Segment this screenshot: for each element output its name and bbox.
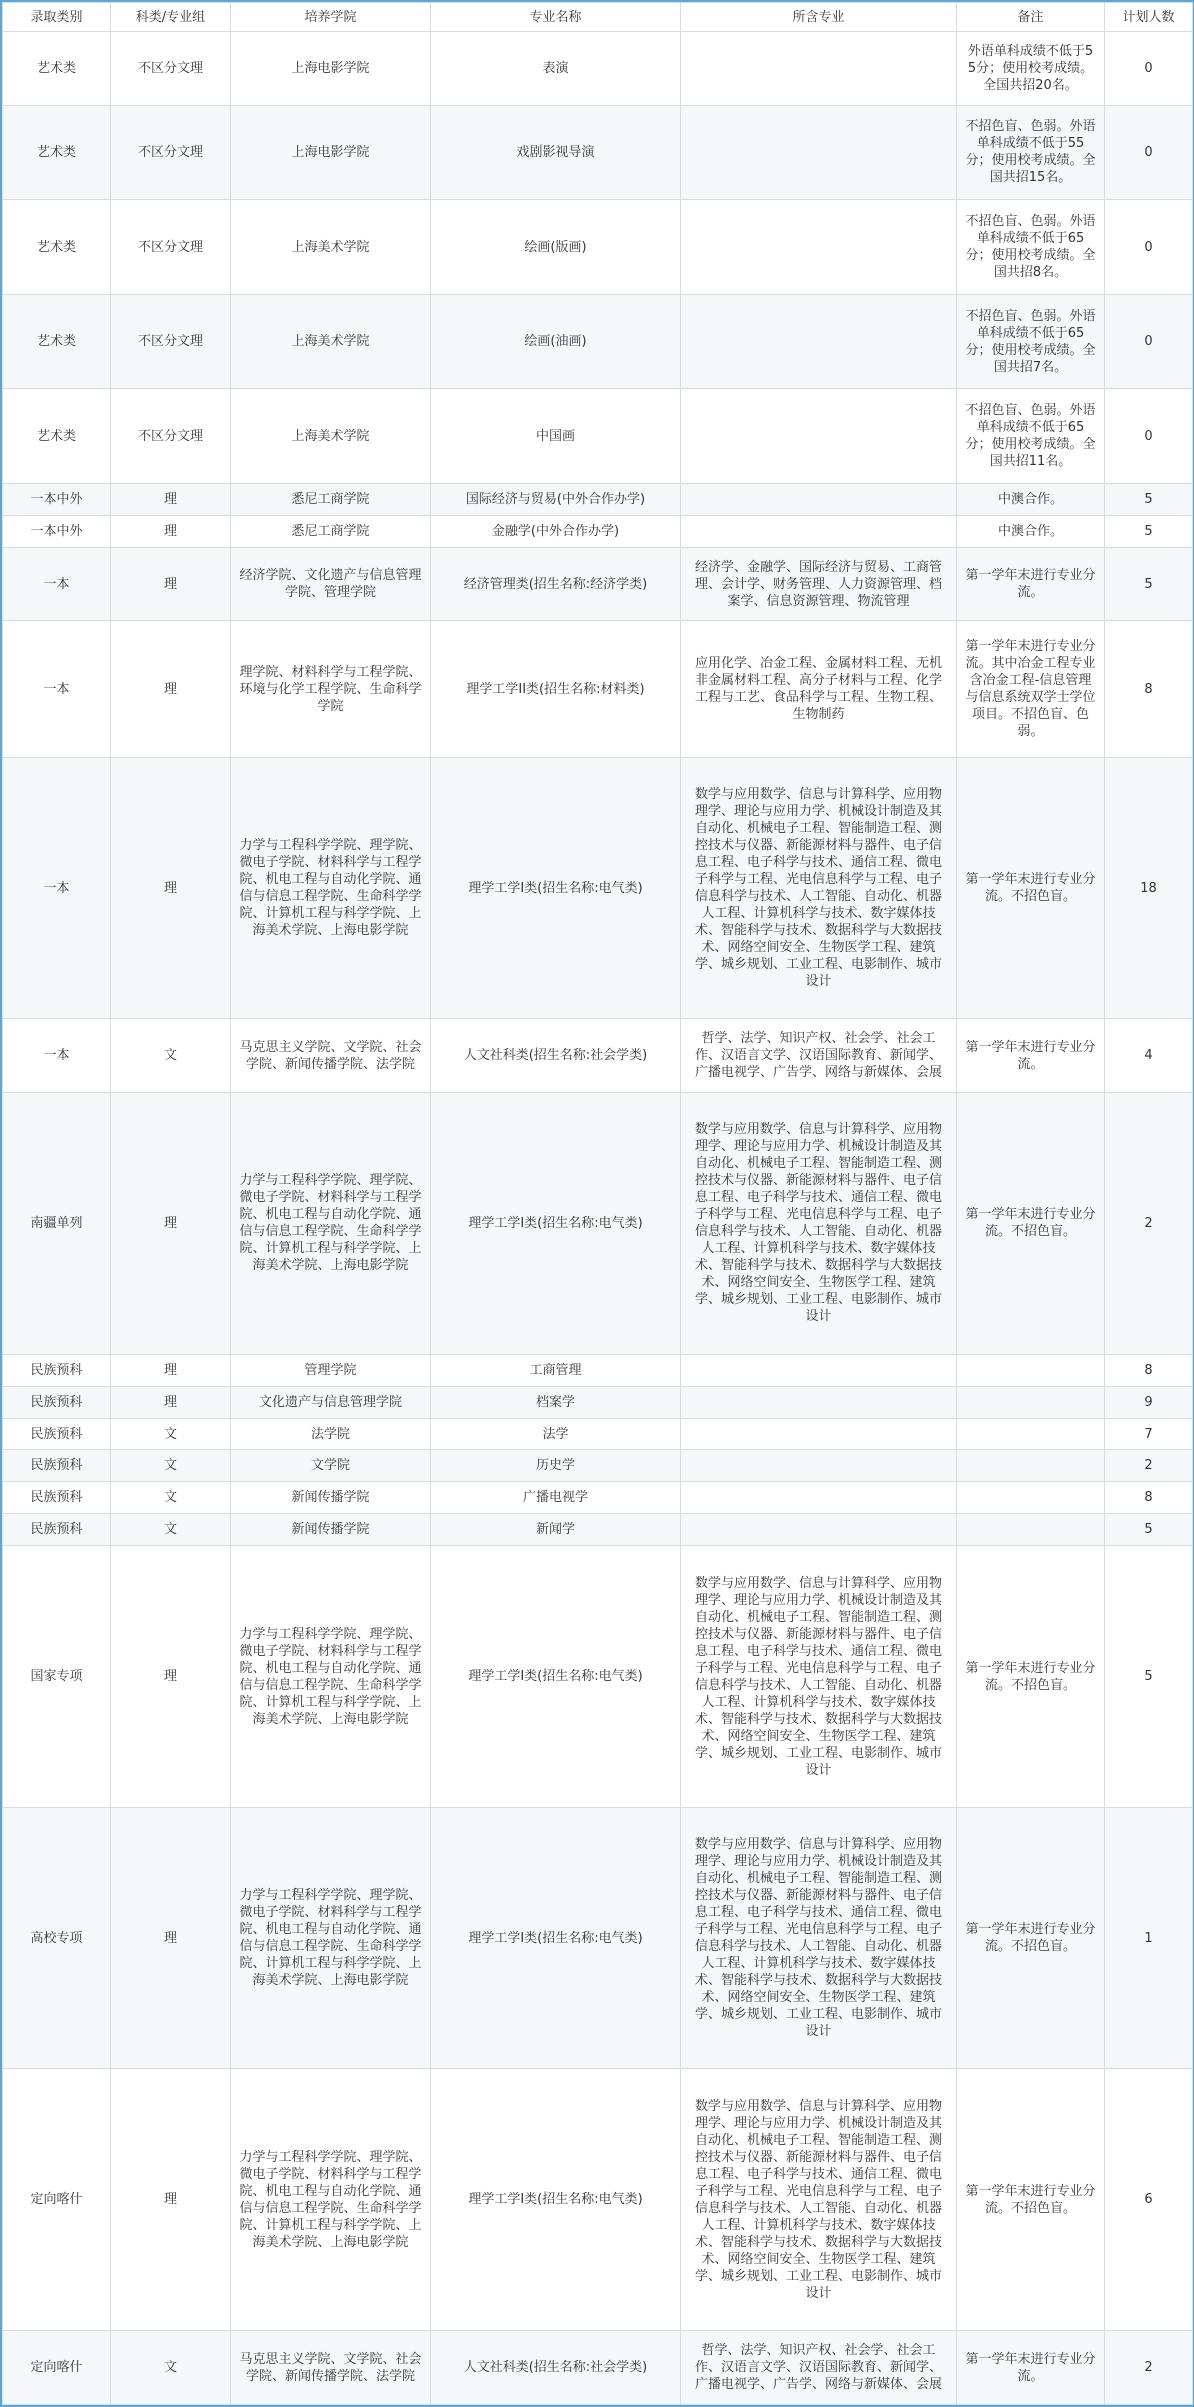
cell-included-majors — [681, 1386, 957, 1418]
cell-category: 民族预科 — [3, 1450, 111, 1482]
table-row — [3, 294, 1193, 389]
cell-college: 上海美术学院 — [231, 389, 431, 484]
cell-remarks: 中澳合作。 — [957, 483, 1105, 515]
cell-college: 新闻传播学院 — [231, 1514, 431, 1546]
cell-college: 上海美术学院 — [231, 294, 431, 389]
cell-subject-group: 文 — [111, 1019, 231, 1093]
cell-remarks — [957, 1354, 1105, 1386]
cell-major-name: 经济管理类(招生名称:经济学类) — [431, 547, 681, 621]
cell-major-name: 人文社科类(招生名称:社会学类) — [431, 2331, 681, 2405]
cell-subject-group: 理 — [111, 757, 231, 1019]
cell-major-name: 理学工学II类(招生名称:材料类) — [431, 621, 681, 757]
cell-included-majors — [681, 483, 957, 515]
cell-included-majors: 数学与应用数学、信息与计算科学、应用物理学、理论与应用力学、机械设计制造及其自动化、机械电子工程、智能制造工程、测控技术与仪器、新能源材料与器件、电子信息工程、电子科学与技术、通信工程、微电子科学与工程、光电信息科学与工程、电子信息科学与技术、人工智能、自动化、机器人工程、计算机科学与技术、数字媒体技术、智能科学与技术、数据科学与大数据技术、网络空间安全、生物医学工程、建筑学、城乡规划、工业工程、电影制作、城市设计 — [681, 1807, 957, 2069]
cell-included-majors — [681, 1482, 957, 1514]
cell-included-majors — [681, 515, 957, 547]
cell-subject-group: 理 — [111, 1354, 231, 1386]
cell-category: 民族预科 — [3, 1482, 111, 1514]
cell-plan-count: 5 — [1105, 1514, 1193, 1546]
cell-major-name: 绘画(版画) — [431, 200, 681, 295]
cell-subject-group: 文 — [111, 1418, 231, 1450]
cell-college: 力学与工程科学学院、理学院、微电子学院、材料科学与工程学院、机电工程与自动化学院、通信与信息工程学院、生命科学学院、计算机工程与科学学院、上海美术学院、上海电影学院 — [231, 1546, 431, 1808]
cell-subject-group: 理 — [111, 547, 231, 621]
cell-category: 一本 — [3, 547, 111, 621]
cell-category: 一本 — [3, 621, 111, 757]
cell-category: 一本中外 — [3, 515, 111, 547]
cell-plan-count: 7 — [1105, 1418, 1193, 1450]
cell-category: 民族预科 — [3, 1418, 111, 1450]
cell-included-majors — [681, 389, 957, 484]
cell-plan-count: 8 — [1105, 621, 1193, 757]
table-row — [3, 1450, 1193, 1482]
cell-included-majors: 数学与应用数学、信息与计算科学、应用物理学、理论与应用力学、机械设计制造及其自动化、机械电子工程、智能制造工程、测控技术与仪器、新能源材料与器件、电子信息工程、电子科学与技术、通信工程、微电子科学与工程、光电信息科学与工程、电子信息科学与技术、人工智能、自动化、机器人工程、计算机科学与技术、数字媒体技术、智能科学与技术、数据科学与大数据技术、网络空间安全、生物医学工程、建筑学、城乡规划、工业工程、电影制作、城市设计 — [681, 757, 957, 1019]
cell-category: 艺术类 — [3, 294, 111, 389]
cell-plan-count: 0 — [1105, 105, 1193, 200]
cell-category: 民族预科 — [3, 1354, 111, 1386]
cell-major-name: 中国画 — [431, 389, 681, 484]
table-row — [3, 2331, 1193, 2405]
cell-plan-count: 8 — [1105, 1482, 1193, 1514]
table-row — [3, 1807, 1193, 2069]
cell-college: 新闻传播学院 — [231, 1482, 431, 1514]
cell-college: 经济学院、文化遗产与信息管理学院、管理学院 — [231, 547, 431, 621]
table-row — [3, 105, 1193, 200]
cell-plan-count: 4 — [1105, 1019, 1193, 1093]
header-major-name: 专业名称 — [431, 3, 681, 32]
cell-plan-count: 6 — [1105, 2069, 1193, 2331]
cell-remarks: 不招色盲、色弱。外语单科成绩不低于65分；使用校考成绩。全国共招11名。 — [957, 389, 1105, 484]
cell-remarks: 不招色盲、色弱。外语单科成绩不低于55分；使用校考成绩。全国共招15名。 — [957, 105, 1105, 200]
cell-category: 定向喀什 — [3, 2331, 111, 2405]
cell-category: 国家专项 — [3, 1546, 111, 1808]
cell-major-name: 理学工学I类(招生名称:电气类) — [431, 1807, 681, 2069]
cell-category: 南疆单列 — [3, 1093, 111, 1355]
cell-plan-count: 2 — [1105, 2331, 1193, 2405]
cell-subject-group: 不区分文理 — [111, 32, 231, 106]
cell-remarks: 不招色盲、色弱。外语单科成绩不低于65分；使用校考成绩。全国共招8名。 — [957, 200, 1105, 295]
cell-included-majors — [681, 1450, 957, 1482]
table-row — [3, 621, 1193, 757]
table-row — [3, 32, 1193, 106]
cell-subject-group: 理 — [111, 1386, 231, 1418]
cell-category: 一本 — [3, 757, 111, 1019]
cell-college: 文学院 — [231, 1450, 431, 1482]
cell-major-name: 绘画(油画) — [431, 294, 681, 389]
cell-college: 马克思主义学院、文学院、社会学院、新闻传播学院、法学院 — [231, 1019, 431, 1093]
cell-remarks — [957, 1386, 1105, 1418]
cell-included-majors — [681, 1354, 957, 1386]
cell-remarks: 第一学年末进行专业分流。不招色盲。 — [957, 1093, 1105, 1355]
cell-plan-count: 5 — [1105, 1546, 1193, 1808]
cell-category: 艺术类 — [3, 200, 111, 295]
cell-remarks — [957, 1482, 1105, 1514]
table-row — [3, 757, 1193, 1019]
table-row — [3, 1482, 1193, 1514]
cell-included-majors — [681, 32, 957, 106]
cell-subject-group: 理 — [111, 1546, 231, 1808]
cell-major-name: 广播电视学 — [431, 1482, 681, 1514]
table-row — [3, 1546, 1193, 1808]
cell-major-name: 国际经济与贸易(中外合作办学) — [431, 483, 681, 515]
cell-category: 定向喀什 — [3, 2069, 111, 2331]
cell-major-name: 理学工学I类(招生名称:电气类) — [431, 1546, 681, 1808]
cell-remarks: 第一学年末进行专业分流。 — [957, 547, 1105, 621]
header-remarks: 备注 — [957, 3, 1105, 32]
cell-remarks — [957, 1514, 1105, 1546]
cell-major-name: 戏剧影视导演 — [431, 105, 681, 200]
cell-major-name: 法学 — [431, 1418, 681, 1450]
table-row — [3, 200, 1193, 295]
cell-major-name: 理学工学I类(招生名称:电气类) — [431, 1093, 681, 1355]
cell-included-majors: 数学与应用数学、信息与计算科学、应用物理学、理论与应用力学、机械设计制造及其自动化、机械电子工程、智能制造工程、测控技术与仪器、新能源材料与器件、电子信息工程、电子科学与技术、通信工程、微电子科学与工程、光电信息科学与工程、电子信息科学与技术、人工智能、自动化、机器人工程、计算机科学与技术、数字媒体技术、智能科学与技术、数据科学与大数据技术、网络空间安全、生物医学工程、建筑学、城乡规划、工业工程、电影制作、城市设计 — [681, 2069, 957, 2331]
cell-college: 力学与工程科学学院、理学院、微电子学院、材料科学与工程学院、机电工程与自动化学院、通信与信息工程学院、生命科学学院、计算机工程与科学学院、上海美术学院、上海电影学院 — [231, 1807, 431, 2069]
cell-included-majors — [681, 1418, 957, 1450]
table-row — [3, 1418, 1193, 1450]
table-header-row — [3, 3, 1193, 32]
cell-plan-count: 8 — [1105, 1354, 1193, 1386]
cell-major-name: 表演 — [431, 32, 681, 106]
cell-included-majors — [681, 294, 957, 389]
cell-plan-count: 2 — [1105, 1450, 1193, 1482]
cell-plan-count: 0 — [1105, 389, 1193, 484]
header-category: 录取类别 — [3, 3, 111, 32]
cell-plan-count: 5 — [1105, 547, 1193, 621]
cell-included-majors: 经济学、金融学、国际经济与贸易、工商管理、会计学、财务管理、人力资源管理、档案学、信息资源管理、物流管理 — [681, 547, 957, 621]
cell-category: 民族预科 — [3, 1514, 111, 1546]
cell-subject-group: 不区分文理 — [111, 389, 231, 484]
cell-subject-group: 文 — [111, 1482, 231, 1514]
cell-plan-count: 9 — [1105, 1386, 1193, 1418]
cell-plan-count: 0 — [1105, 200, 1193, 295]
cell-college: 上海电影学院 — [231, 105, 431, 200]
cell-remarks: 第一学年末进行专业分流。不招色盲。 — [957, 757, 1105, 1019]
cell-college: 马克思主义学院、文学院、社会学院、新闻传播学院、法学院 — [231, 2331, 431, 2405]
cell-plan-count: 2 — [1105, 1093, 1193, 1355]
cell-college: 法学院 — [231, 1418, 431, 1450]
cell-category: 民族预科 — [3, 1386, 111, 1418]
cell-category: 高校专项 — [3, 1807, 111, 2069]
header-college: 培养学院 — [231, 3, 431, 32]
cell-category: 一本 — [3, 1019, 111, 1093]
cell-major-name: 人文社科类(招生名称:社会学类) — [431, 1019, 681, 1093]
cell-major-name: 理学工学I类(招生名称:电气类) — [431, 757, 681, 1019]
cell-college: 力学与工程科学学院、理学院、微电子学院、材料科学与工程学院、机电工程与自动化学院、通信与信息工程学院、生命科学学院、计算机工程与科学学院、上海美术学院、上海电影学院 — [231, 1093, 431, 1355]
cell-category: 一本中外 — [3, 483, 111, 515]
header-plan-count: 计划人数 — [1105, 3, 1193, 32]
cell-subject-group: 不区分文理 — [111, 200, 231, 295]
table-row — [3, 1514, 1193, 1546]
cell-plan-count: 1 — [1105, 1807, 1193, 2069]
cell-subject-group: 文 — [111, 2331, 231, 2405]
cell-subject-group: 理 — [111, 1807, 231, 2069]
cell-remarks: 第一学年末进行专业分流。 — [957, 2331, 1105, 2405]
cell-plan-count: 0 — [1105, 294, 1193, 389]
cell-major-name: 新闻学 — [431, 1514, 681, 1546]
cell-subject-group: 不区分文理 — [111, 294, 231, 389]
cell-plan-count: 18 — [1105, 757, 1193, 1019]
cell-plan-count: 0 — [1105, 32, 1193, 106]
cell-subject-group: 文 — [111, 1450, 231, 1482]
cell-included-majors: 数学与应用数学、信息与计算科学、应用物理学、理论与应用力学、机械设计制造及其自动化、机械电子工程、智能制造工程、测控技术与仪器、新能源材料与器件、电子信息工程、电子科学与技术、通信工程、微电子科学与工程、光电信息科学与工程、电子信息科学与技术、人工智能、自动化、机器人工程、计算机科学与技术、数字媒体技术、智能科学与技术、数据科学与大数据技术、网络空间安全、生物医学工程、建筑学、城乡规划、工业工程、电影制作、城市设计 — [681, 1093, 957, 1355]
cell-major-name: 历史学 — [431, 1450, 681, 1482]
cell-category: 艺术类 — [3, 32, 111, 106]
table-row — [3, 483, 1193, 515]
cell-subject-group: 理 — [111, 515, 231, 547]
table-row — [3, 1386, 1193, 1418]
cell-remarks: 第一学年末进行专业分流。其中冶金工程专业含冶金工程-信息管理与信息系统双学士学位项目。不招色盲、色弱。 — [957, 621, 1105, 757]
table-row — [3, 1019, 1193, 1093]
cell-plan-count: 5 — [1105, 515, 1193, 547]
cell-remarks: 外语单科成绩不低于55分；使用校考成绩。全国共招20名。 — [957, 32, 1105, 106]
cell-included-majors: 哲学、法学、知识产权、社会学、社会工作、汉语言文学、汉语国际教育、新闻学、广播电视学、广告学、网络与新媒体、会展 — [681, 1019, 957, 1093]
cell-college: 悉尼工商学院 — [231, 515, 431, 547]
admission-plan-table — [2, 2, 1193, 2405]
cell-remarks: 第一学年末进行专业分流。不招色盲。 — [957, 2069, 1105, 2331]
cell-included-majors — [681, 105, 957, 200]
cell-included-majors: 应用化学、冶金工程、金属材料工程、无机非金属材料工程、高分子材料与工程、化学工程与工艺、食品科学与工程、生物工程、生物制药 — [681, 621, 957, 757]
table-body — [3, 32, 1193, 2405]
table-row — [3, 515, 1193, 547]
cell-included-majors — [681, 1514, 957, 1546]
cell-major-name: 工商管理 — [431, 1354, 681, 1386]
table-row — [3, 389, 1193, 484]
cell-college: 力学与工程科学学院、理学院、微电子学院、材料科学与工程学院、机电工程与自动化学院、通信与信息工程学院、生命科学学院、计算机工程与科学学院、上海美术学院、上海电影学院 — [231, 2069, 431, 2331]
cell-category: 艺术类 — [3, 105, 111, 200]
cell-category: 艺术类 — [3, 389, 111, 484]
cell-college: 上海美术学院 — [231, 200, 431, 295]
cell-major-name: 金融学(中外合作办学) — [431, 515, 681, 547]
cell-major-name: 理学工学I类(招生名称:电气类) — [431, 2069, 681, 2331]
table-row — [3, 2069, 1193, 2331]
cell-remarks — [957, 1450, 1105, 1482]
cell-college: 管理学院 — [231, 1354, 431, 1386]
cell-subject-group: 理 — [111, 1093, 231, 1355]
cell-college: 上海电影学院 — [231, 32, 431, 106]
table-row — [3, 1093, 1193, 1355]
header-included-majors: 所含专业 — [681, 3, 957, 32]
cell-college: 力学与工程科学学院、理学院、微电子学院、材料科学与工程学院、机电工程与自动化学院、通信与信息工程学院、生命科学学院、计算机工程与科学学院、上海美术学院、上海电影学院 — [231, 757, 431, 1019]
cell-subject-group: 理 — [111, 483, 231, 515]
table-row — [3, 547, 1193, 621]
cell-plan-count: 5 — [1105, 483, 1193, 515]
cell-remarks: 第一学年末进行专业分流。不招色盲。 — [957, 1807, 1105, 2069]
table-row — [3, 1354, 1193, 1386]
cell-included-majors: 哲学、法学、知识产权、社会学、社会工作、汉语言文学、汉语国际教育、新闻学、广播电视学、广告学、网络与新媒体、会展 — [681, 2331, 957, 2405]
cell-included-majors: 数学与应用数学、信息与计算科学、应用物理学、理论与应用力学、机械设计制造及其自动化、机械电子工程、智能制造工程、测控技术与仪器、新能源材料与器件、电子信息工程、电子科学与技术、通信工程、微电子科学与工程、光电信息科学与工程、电子信息科学与技术、人工智能、自动化、机器人工程、计算机科学与技术、数字媒体技术、智能科学与技术、数据科学与大数据技术、网络空间安全、生物医学工程、建筑学、城乡规划、工业工程、电影制作、城市设计 — [681, 1546, 957, 1808]
cell-college: 悉尼工商学院 — [231, 483, 431, 515]
cell-remarks — [957, 1418, 1105, 1450]
cell-remarks: 第一学年末进行专业分流。不招色盲。 — [957, 1546, 1105, 1808]
cell-subject-group: 理 — [111, 2069, 231, 2331]
cell-college: 文化遗产与信息管理学院 — [231, 1386, 431, 1418]
cell-remarks: 不招色盲、色弱。外语单科成绩不低于65分；使用校考成绩。全国共招7名。 — [957, 294, 1105, 389]
cell-major-name: 档案学 — [431, 1386, 681, 1418]
cell-remarks: 第一学年末进行专业分流。 — [957, 1019, 1105, 1093]
cell-remarks: 中澳合作。 — [957, 515, 1105, 547]
cell-subject-group: 文 — [111, 1514, 231, 1546]
header-subject-group: 科类/专业组 — [111, 3, 231, 32]
cell-subject-group: 不区分文理 — [111, 105, 231, 200]
cell-subject-group: 理 — [111, 621, 231, 757]
cell-included-majors — [681, 200, 957, 295]
cell-college: 理学院、材料科学与工程学院、环境与化学工程学院、生命科学学院 — [231, 621, 431, 757]
